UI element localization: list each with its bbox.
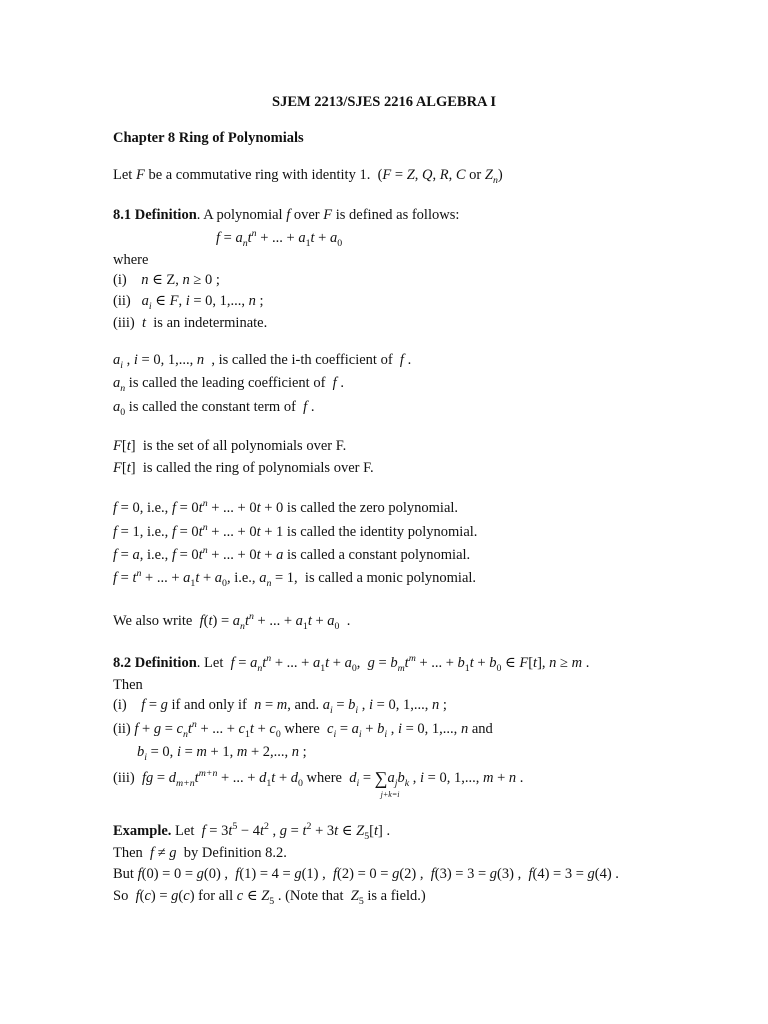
example-line-2: Then f ≠ g by Definition 8.2.: [113, 845, 287, 861]
leading-coefficient: $a_n$ is called the leading coefficient of f .: [113, 375, 344, 394]
polynomial-ring: F[t] is called the ring of polynomials over F.: [113, 460, 374, 476]
coefficient-definition: $a_i$ , i = 0, 1,..., n , is called the i-th coefficient of f .: [113, 352, 412, 371]
sum-condition: $b_i = 0$, i = m + 1, m + 2,..., n ;: [137, 744, 307, 763]
condition-iii: (iii) t is an indeterminate.: [113, 315, 268, 331]
definition-8-1: 8.1 Definition. A polynomial f over F is defined as follows:: [113, 207, 460, 223]
monic-polynomial: $f = t^n$ + ... + $a_1t + a_0$, i.e., $a_n = 1$, is called a monic polynomial.: [113, 568, 477, 589]
sum-definition: (ii) $f + g = c_nt^n$ + ... + $c_1t + c_0$ where $c_i = a_i + b_i$ , i = 0, 1,..., n and: [113, 719, 493, 740]
example-line-4: So f(c) = g(c) for all c ∈ $Z_5$ . (Note that $Z_5$ is a field.): [113, 888, 426, 907]
condition-ii: (ii) $a_i$ ∈ F, i = 0, 1,..., n ;: [113, 293, 264, 312]
chapter-title: Chapter 8 Ring of Polynomials: [113, 130, 304, 146]
definition-8-2: 8.2 Definition. Let $f = a_nt^n$ + ... + $a_1t + a_0$, $g = b_mt^m$ + ... + $b_1t + b_0$ ∈ F[t], n ≥ m .: [113, 653, 590, 674]
identity-polynomial: f = 1, i.e., $f = 0t^n$ + ... + 0t + 1 is called the identity polynomial.: [113, 522, 478, 540]
example-label: Example.: [113, 823, 172, 839]
document-title: SJEM 2213/SJES 2216 ALGEBRA I: [272, 94, 496, 110]
constant-polynomial: f = a, i.e., $f = 0t^n$ + ... + 0t + a is called a constant polynomial.: [113, 545, 471, 563]
zero-polynomial: f = 0, i.e., $f = 0t^n$ + ... + 0t + 0 is called the zero polynomial.: [113, 498, 459, 516]
condition-i: (i) n ∈ Z, n ≥ 0 ;: [113, 272, 220, 288]
constant-term: $a_0$ is called the constant term of f .: [113, 399, 315, 418]
example-line-3: But f(0) = 0 = g(0) , f(1) = 4 = g(1) , f(2) = 0 = g(2) , f(3) = 3 = g(3) , f(4) = 3 = g(4) .: [113, 866, 619, 882]
example-line-1: Example. Let $f = 3t^5 - 4t^2$ , $g = t^2 + 3t$ ∈ $Z_5[t]$ .: [113, 821, 391, 842]
polynomial-formula: $f = a_nt^n$ + ... + $a_1t + a_0$: [216, 228, 343, 249]
intro-line: Let F be a commutative ring with identity 1. (F = Z, Q, R, C or $Z_n$): [113, 167, 503, 186]
definition-8-2-label: 8.2 Definition: [113, 655, 197, 671]
polynomial-set: F[t] is the set of all polynomials over F.: [113, 438, 347, 454]
definition-8-1-label: 8.1 Definition: [113, 207, 197, 223]
product-definition: (iii) fg = $d_{m+n}t^{m+n}$ + ... + $d_1t + d_0$ where $d_i$ = ∑ j+k=i $a_jb_k$ , i = 0, 1,..., m + n .: [113, 768, 524, 799]
then-label: Then: [113, 677, 143, 693]
where-label: where: [113, 252, 149, 268]
function-notation: We also write $f(t) = a_nt^n$ + ... + $a_1t + a_0$ .: [113, 611, 351, 632]
equality-condition: (i) f = g if and only if n = m, and. $a_i = b_i$ , i = 0, 1,..., n ;: [113, 697, 447, 716]
